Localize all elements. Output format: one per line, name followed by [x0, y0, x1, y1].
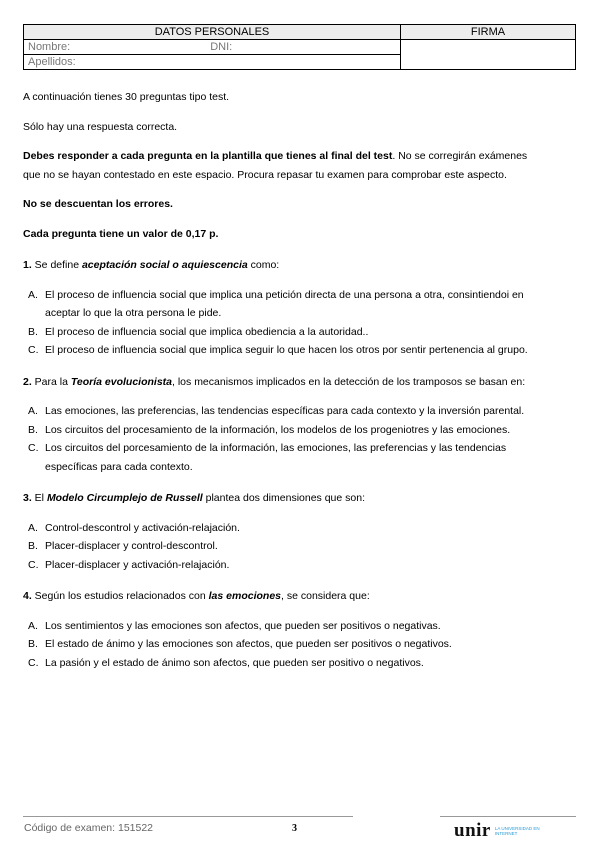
footer-divider-right	[440, 816, 576, 817]
question-text: , los mecanismos implicados en la detección de los tramposos se basan en:	[172, 375, 526, 388]
option-letter: C.	[28, 344, 39, 356]
question-number: 1.	[23, 259, 32, 271]
option-letter: C.	[28, 558, 39, 571]
option-letter: A.	[28, 521, 38, 534]
question-stem	[23, 489, 543, 508]
question-stem	[23, 373, 543, 392]
exam-content	[23, 88, 543, 672]
page-number: 3	[292, 823, 297, 834]
option-text: El proceso de influencia social que implica una petición directa de una persona a otra, consintiendoi en aceptar lo que la otra persona le pide.	[45, 288, 524, 319]
intro-line-3	[23, 147, 543, 184]
question-key-term: las emociones	[208, 590, 282, 602]
personal-data-table	[23, 24, 576, 70]
option-text: Los sentimientos y las emociones son afectos, que pueden ser positivos o negativas.	[45, 619, 441, 632]
option-letter: C.	[28, 656, 39, 669]
answer-option	[23, 323, 543, 342]
answer-options	[23, 286, 543, 360]
option-letter: A.	[28, 405, 38, 417]
datos-personales-header: DATOS PERSONALES	[24, 25, 401, 40]
option-text: Placer-displacer y control-descontrol.	[45, 540, 218, 552]
option-text: El proceso de influencia social que implica seguir lo que hacen los otros por sentir pertenencia al grupo.	[45, 344, 528, 356]
intro-line-5	[23, 225, 543, 244]
intro-line-3-bold: Debes responder a cada pregunta en la plantilla que tienes al final del test	[23, 150, 393, 162]
question-2	[23, 373, 543, 477]
firma-field[interactable]	[401, 40, 576, 70]
question-text: Para la	[31, 375, 71, 388]
answer-option	[23, 635, 543, 654]
unir-logo	[454, 820, 543, 842]
answer-option	[23, 654, 543, 673]
answer-options	[23, 402, 543, 476]
answer-option	[23, 421, 543, 440]
intro-line-3-rest: . No se corregirán exámenes que no se hayan contestado en este espacio. Procura repasar tu examen para comprobar este aspecto.	[23, 150, 528, 181]
exam-code: Código de examen: 151522	[24, 822, 154, 834]
intro-line-5-text: Cada pregunta tiene un valor de 0,17 p.	[23, 227, 219, 240]
answer-option	[23, 439, 543, 476]
question-number: 3.	[23, 492, 32, 504]
question-number: 4.	[23, 590, 32, 602]
option-letter: B.	[28, 638, 38, 650]
apellidos-label: Apellidos:	[28, 56, 76, 68]
option-text: Placer-displacer y activación-relajación.	[45, 558, 230, 571]
question-text: plantea dos dimensiones que son:	[202, 492, 365, 504]
firma-header: FIRMA	[401, 25, 576, 40]
question-list	[23, 256, 543, 672]
option-letter: A.	[28, 619, 38, 632]
option-text: Los circuitos del procesamiento de la información, los modelos de los progeniotres y las emociones.	[45, 423, 511, 436]
apellidos-field[interactable]	[24, 55, 401, 70]
option-letter: B.	[28, 540, 38, 552]
answer-option	[23, 556, 543, 575]
question-text: El	[31, 492, 47, 504]
answer-option	[23, 519, 543, 538]
intro-line-2: Sólo hay una respuesta correcta.	[23, 120, 178, 133]
option-text: Los circuitos del porcesamiento de la información, las emociones, las preferencias y las tendencias específicas para cada contexto.	[45, 442, 507, 473]
question-key-term: Modelo Circumplejo de Russell	[46, 492, 203, 504]
unir-logo-mark: unir	[454, 820, 491, 841]
answer-option	[23, 537, 543, 556]
question-text: , se considera que:	[281, 590, 370, 602]
answer-option	[23, 286, 543, 323]
question-text: Se define	[31, 259, 82, 271]
intro-line-1: A continuación tienes 30 preguntas tipo test.	[23, 91, 230, 103]
intro-line-4-text: No se descuentan los errores.	[23, 198, 173, 210]
question-text: como:	[247, 259, 280, 271]
option-text: Las emociones, las preferencias, las tendencias específicas para cada contexto y la inversión parental.	[45, 405, 525, 417]
answer-option	[23, 341, 543, 360]
option-text: El proceso de influencia social que implica obediencia a la autoridad..	[45, 325, 369, 338]
question-4	[23, 587, 543, 672]
answer-option	[23, 617, 543, 636]
nombre-dni-field[interactable]	[24, 40, 401, 55]
option-letter: A.	[28, 288, 38, 301]
nombre-label: Nombre:	[28, 41, 71, 53]
option-text: Control-descontrol y activación-relajación.	[45, 521, 240, 534]
answer-options	[23, 519, 543, 575]
question-key-term: aceptación social o aquiescencia	[81, 259, 248, 271]
question-1	[23, 256, 543, 360]
option-letter: C.	[28, 442, 39, 454]
question-stem	[23, 256, 543, 275]
option-text: La pasión y el estado de ánimo son afectos, que pueden ser positivo o negativos.	[45, 656, 424, 669]
answer-options	[23, 617, 543, 673]
question-3	[23, 489, 543, 574]
option-letter: B.	[28, 423, 38, 436]
question-stem	[23, 587, 543, 606]
dni-label: DNI:	[210, 41, 233, 53]
question-key-term: Teoría evolucionista	[70, 375, 173, 388]
answer-option	[23, 402, 543, 421]
question-number: 2.	[23, 375, 32, 388]
question-text: Según los estudios relacionados con	[31, 590, 209, 602]
unir-logo-tagline: LA UNIVERSIDAD EN INTERNET	[494, 826, 540, 836]
intro-line-4	[23, 195, 543, 214]
footer-divider-left	[23, 816, 353, 817]
option-text: El estado de ánimo y las emociones son afectos, que pueden ser positivos o negativos.	[45, 638, 452, 650]
option-letter: B.	[28, 325, 38, 338]
